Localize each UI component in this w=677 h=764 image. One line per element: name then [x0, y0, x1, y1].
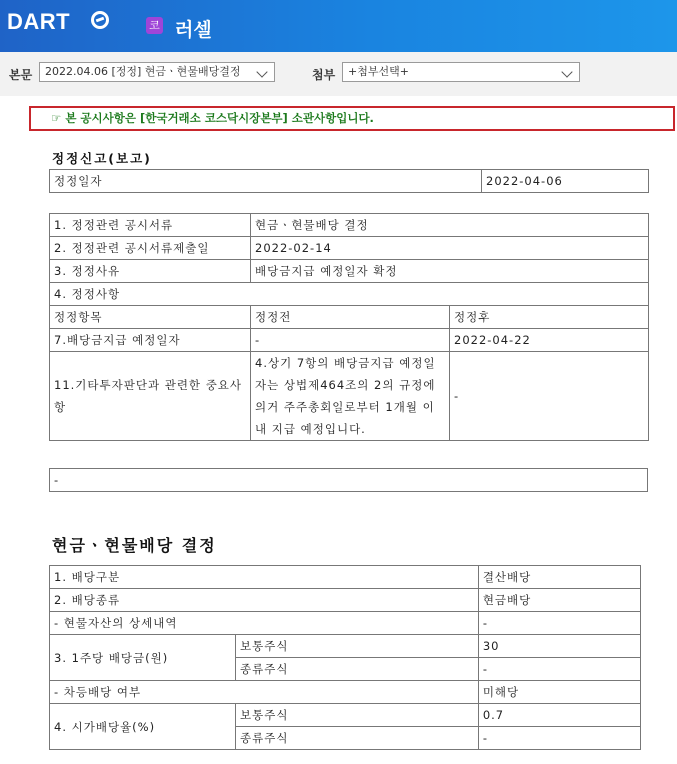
- correction-title: 정정신고(보고): [52, 151, 152, 166]
- correction-date-value: 2022-04-06: [482, 170, 649, 193]
- change-after: -: [450, 352, 649, 441]
- doc-select-value: 2022.04.06 [정정] 현금ㆍ현물배당결정: [45, 65, 241, 78]
- change-before: 4.상기 7항의 배당금지급 예정일자는 상법제464조의 2의 규정에 의거 주주총회일로부터 1개월 이내 지급 예정입니다.: [251, 352, 450, 441]
- row-label: 2. 정정관련 공시서류제출일: [50, 237, 251, 260]
- row-label: 4. 시가배당율(%): [50, 704, 236, 750]
- dividend-table: [49, 565, 641, 750]
- remark-value: -: [50, 469, 648, 492]
- row-value: 결산배당: [478, 566, 640, 589]
- dart-logo-ring-icon: [91, 11, 109, 29]
- row-label: 3. 1주당 배당금(원): [50, 635, 236, 681]
- row-value: -: [478, 727, 640, 750]
- corp-class-badge: 코: [146, 17, 163, 34]
- attach-select-value: +첨부선택+: [348, 65, 409, 78]
- col-header-before: 정정전: [251, 306, 450, 329]
- dart-logo[interactable]: DART: [7, 9, 70, 35]
- change-after: 2022-04-22: [450, 329, 649, 352]
- change-item: 7.배당금지급 예정일자: [50, 329, 251, 352]
- item4-label: 4. 정정사항: [50, 283, 649, 306]
- company-name: 러셀: [175, 19, 212, 41]
- app-header: [0, 0, 677, 52]
- row-label: 1. 배당구분: [50, 566, 479, 589]
- sub-label: 보통주식: [236, 704, 479, 727]
- row-value: 0.7: [478, 704, 640, 727]
- chevron-down-icon: [561, 66, 572, 77]
- sub-label: 종류주식: [236, 658, 479, 681]
- row-value: -: [478, 612, 640, 635]
- row-value: -: [478, 658, 640, 681]
- change-before: -: [251, 329, 450, 352]
- doc-label: 본문: [9, 68, 33, 82]
- row-label: 1. 정정관련 공시서류: [50, 214, 251, 237]
- row-value: 미해당: [478, 681, 640, 704]
- row-label: - 차등배당 여부: [50, 681, 479, 704]
- attach-select[interactable]: [342, 62, 580, 82]
- sub-label: 보통주식: [236, 635, 479, 658]
- change-item: 11.기타투자판단과 관련한 중요사항: [50, 352, 251, 441]
- dividend-title: 현금ㆍ현물배당 결정: [52, 536, 217, 555]
- row-value: 현금ㆍ현물배당 결정: [251, 214, 649, 237]
- correction-detail-table: [49, 213, 649, 441]
- remark-table: [49, 468, 648, 492]
- doc-toolbar: [0, 52, 677, 97]
- notice-banner: ☞ 본 공시사항은 [한국거래소 코스닥시장본부] 소관사항입니다.: [29, 106, 675, 131]
- correction-date-table: [49, 169, 649, 193]
- row-value: 배당금지급 예정일자 확정: [251, 260, 649, 283]
- row-value: 30: [478, 635, 640, 658]
- row-value: 현금배당: [478, 589, 640, 612]
- document-content: [0, 96, 677, 764]
- correction-date-label: 정정일자: [50, 170, 482, 193]
- row-label: 2. 배당종류: [50, 589, 479, 612]
- col-header-after: 정정후: [450, 306, 649, 329]
- chevron-down-icon: [256, 66, 267, 77]
- col-header-item: 정정항목: [50, 306, 251, 329]
- row-label: - 현물자산의 상세내역: [50, 612, 479, 635]
- row-value: 2022-02-14: [251, 237, 649, 260]
- doc-select[interactable]: [39, 62, 275, 82]
- attach-label: 첨부: [312, 68, 336, 82]
- row-label: 3. 정정사유: [50, 260, 251, 283]
- sub-label: 종류주식: [236, 727, 479, 750]
